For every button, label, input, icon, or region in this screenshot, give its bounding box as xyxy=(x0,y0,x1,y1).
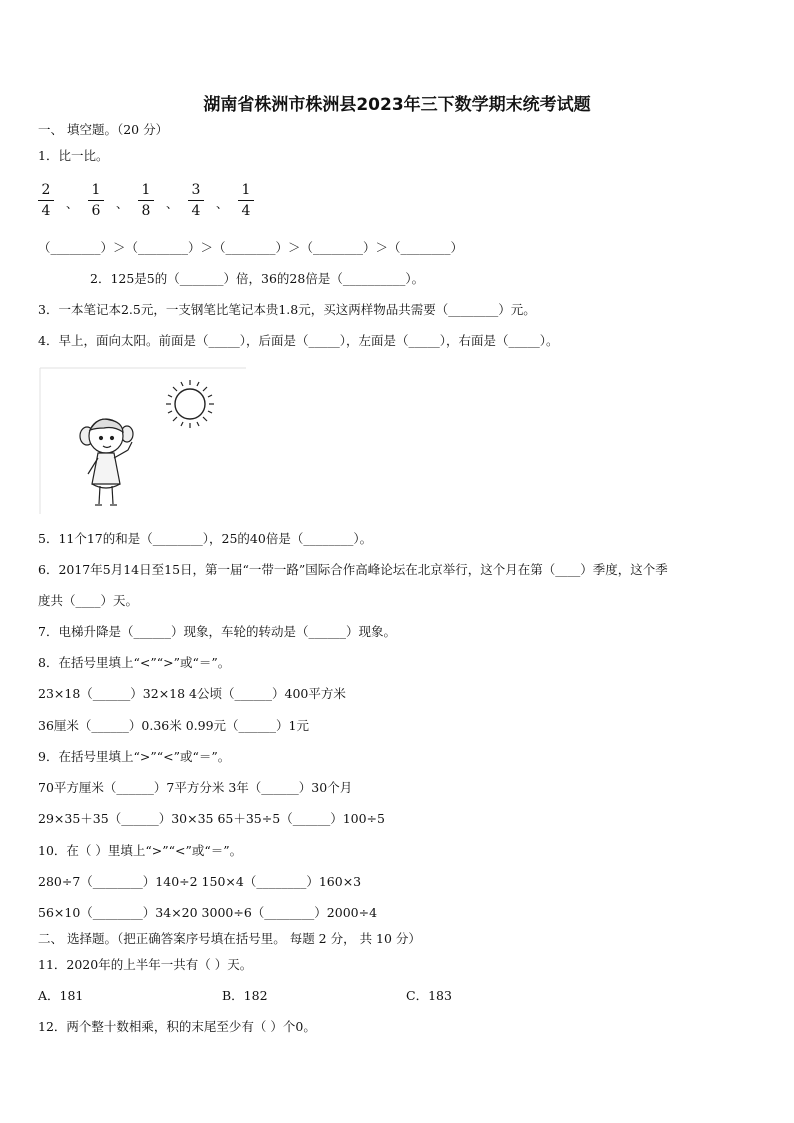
question-7: 7．电梯升降是（______）现象，车轮的转动是（______）现象。 xyxy=(38,624,396,639)
sun-icon xyxy=(166,380,214,428)
question-11: 11．2020年的上半年一共有（ ）天。 xyxy=(38,957,253,972)
question-11-option-a: A．181 xyxy=(38,988,84,1003)
fraction-separator: 、 xyxy=(66,197,79,211)
fraction-separator: 、 xyxy=(116,197,129,211)
question-12: 12．两个整十数相乘，积的末尾至少有（ ）个0。 xyxy=(38,1019,316,1034)
question-10: 10．在（ ）里填上“>”“<”或“＝”。 xyxy=(38,843,243,858)
question-8-row-1: 23×18（______）32×18 4公顷（______）400平方米 xyxy=(38,686,346,701)
fraction-1: 2 4 xyxy=(38,181,54,220)
question-11-option-c: C．183 xyxy=(406,988,452,1003)
question-1: 1．比一比。 xyxy=(38,148,109,163)
question-6-line-1: 6．2017年5月14日至15日，第一届“一带一路”国际合作高峰论坛在北京举行，这个月在第（____）季度，这个季 xyxy=(38,562,668,577)
question-10-row-1: 280÷7（________）140÷2 150×4（________）160×3 xyxy=(38,874,362,889)
section-1-heading: 一、 填空题。（20 分） xyxy=(38,122,169,137)
fraction-2: 1 6 xyxy=(88,181,104,220)
section-2-heading: 二、 选择题。（把正确答案序号填在括号里。 每题 2 分， 共 10 分） xyxy=(38,931,421,946)
question-10-row-2: 56×10（________）34×20 3000÷6（________）2000÷4 xyxy=(38,905,378,920)
question-1-compare: （________）＞（________）＞（________）＞（________）＞（________） xyxy=(38,240,464,255)
question-9-row-1: 70平方厘米（______）7平方分米 3年（______）30个月 xyxy=(38,780,353,795)
fraction-separator: 、 xyxy=(216,197,229,211)
question-9-row-2: 29×35＋35（______）30×35 65＋35÷5（______）100÷5 xyxy=(38,811,385,826)
question-2: 2．125是5的（_______）倍，36的28倍是（__________）。 xyxy=(90,271,425,286)
question-8-row-2: 36厘米（______）0.36米 0.99元（______）1元 xyxy=(38,718,309,733)
question-4: 4．早上，面向太阳。前面是（_____），后面是（_____），左面是（_____），右面是（_____）。 xyxy=(38,333,559,348)
fraction-5: 1 4 xyxy=(238,181,254,220)
fraction-3: 1 8 xyxy=(138,181,154,220)
question-9: 9．在括号里填上“>”“<”或“＝”。 xyxy=(38,749,231,764)
girl-and-sun-illustration xyxy=(38,366,248,516)
question-8: 8．在括号里填上“<”“>”或“＝”。 xyxy=(38,655,231,670)
fraction-4: 3 4 xyxy=(188,181,204,220)
question-5: 5．11个17的和是（________），25的40倍是（________）。 xyxy=(38,531,373,546)
fraction-separator: 、 xyxy=(166,197,179,211)
question-11-option-b: B．182 xyxy=(222,988,268,1003)
page-title: 湖南省株洲市株洲县2023年三下数学期末统考试题 xyxy=(203,95,591,115)
question-6-line-2: 度共（____）天。 xyxy=(38,593,139,608)
girl-icon xyxy=(80,419,133,505)
question-3: 3．一本笔记本2.5元，一支钢笔比笔记本贵1.8元，买这两样物品共需要（________）元。 xyxy=(38,302,536,317)
